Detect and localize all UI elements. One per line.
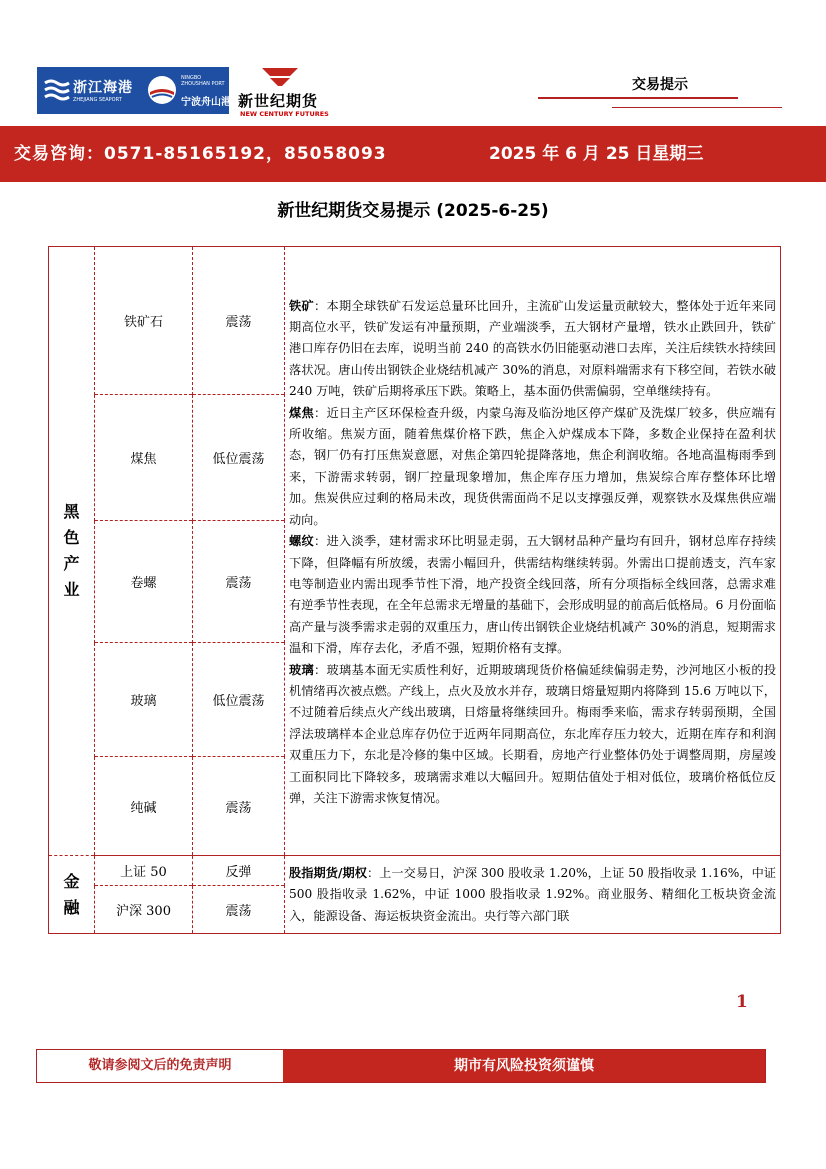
product-name: 铁矿石	[95, 247, 193, 395]
port-emblem-icon	[147, 75, 177, 105]
product-name: 玻璃	[95, 643, 193, 757]
header-divider	[538, 97, 738, 99]
product-trend: 震荡	[193, 886, 285, 934]
contact-phone: 交易咨询：0571-85165192，85058093	[14, 144, 387, 164]
product-name: 卷螺	[95, 521, 193, 643]
comment-label: 铁矿	[289, 298, 314, 313]
black-commentary	[285, 247, 781, 856]
comment-text: ：近日主产区环保检查升级，内蒙乌海及临汾地区停产煤矿及洗煤厂较多，供应端有所收缩。焦炭方面，随着焦煤价格下跌，焦企入炉煤成本下降，多数企业保持在盈利状态，钢厂仍有打压焦炭意愿，对焦企第四轮提降落地，焦企利润收缩。各地高温梅雨季到来，下游需求转弱，钢厂控量现象增加，焦企库存压力增加，焦炭综合库存整体环比增加。焦炭供应过剩的格局未改，现货供需面尚不足以支撑强反弹，观察铁水及煤焦供应端动向。	[289, 405, 777, 527]
product-trend: 低位震荡	[193, 643, 285, 757]
product-name: 煤焦	[95, 395, 193, 521]
logo-ncf-cn: 新世纪期货	[238, 92, 319, 110]
comment-iron-ore	[285, 293, 780, 403]
section-black-label: 黑色产业	[63, 502, 80, 599]
comment-coal-coke	[285, 403, 780, 531]
product-trend: 反弹	[193, 856, 285, 886]
comment-text: ：本期全球铁矿石发运总量环比回升，主流矿山发运量贡献较大，整体处于近年来同期高位水平，铁矿发运有冲量预期，产业端淡季，五大钢材产量增，铁水止跌回升，铁矿港口库存仍旧在去库，说明当前 240 的高铁水仍旧能驱动港口去库，关注后续铁水持续回落状况。唐山传出钢铁企业烧结机减产 30%的消息，对原料端需求有下移空间，若铁水破 240 万吨，铁矿后期将承压下跌。策略上，基本面仍供需偏弱，空单继续持有。	[289, 298, 777, 399]
product-trend: 低位震荡	[193, 395, 285, 521]
product-trend: 震荡	[193, 521, 285, 643]
header-title: 交易提示	[632, 77, 688, 93]
risk-warning: 期市有风险投资须谨慎	[283, 1050, 765, 1082]
document-title: 新世纪期货交易提示 (2025-6-25)	[277, 201, 549, 221]
zhejiang-seaport-logo	[37, 67, 137, 114]
comment-label: 螺纹	[289, 534, 314, 549]
product-name: 沪深 300	[95, 886, 193, 934]
new-century-futures-logo	[238, 66, 338, 124]
section-black-industry	[49, 247, 95, 856]
disclaimer-note: 敬请参阅文后的免责声明	[88, 1058, 232, 1073]
comment-label: 煤焦	[289, 405, 314, 420]
report-date: 2025 年 6 月 25 日星期三	[489, 144, 704, 164]
product-name: 上证 50	[95, 856, 193, 886]
comment-text: ：进入淡季，建材需求环比明显走弱，五大钢材品种产量均有回升，钢材总库存持续下降，但降幅有所放缓，表需小幅回升，供需结构继续转弱。外需出口提前透支，汽车家电等制造业内需出现季节性下滑，地产投资全线回落，所有分项指标全线回落，总需求难有逆季节性表现，在全年总需求无增量的基础下，会形成明显的前高后低格局。6 月份面临高产量与淡季需求走弱的双重压力，唐山传出钢铁企业烧结机减产 30%的消息，短期需求温和下滑，库存去化，矛盾不强，短期价格有支撑。	[289, 534, 777, 656]
section-finance	[49, 856, 95, 934]
contact-band	[0, 126, 826, 182]
finance-commentary	[285, 856, 781, 934]
wave-icon	[43, 77, 71, 103]
trade-tips-table	[48, 246, 781, 934]
ningbo-port-logo	[137, 67, 229, 114]
comment-text: ：上一交易日，沪深 300 股收录 1.20%，上证 50 股指收录 1.16%，中证 500 股指收录 1.62%，中证 1000 股指收录 1.92%。商业服务、精细化工板块资金流入，能源设备、海运板块资金流出。央行等六部门联	[289, 865, 776, 923]
logo-zhejiang-en: ZHEJIANG SEAPORT	[73, 97, 122, 103]
ncf-mark-icon	[260, 66, 300, 88]
logo-zhejiang-cn: 浙江海港	[73, 80, 133, 96]
section-finance-label: 金融	[63, 871, 80, 917]
logo-ningbo-en: NINGBO ZHOUSHAN PORT	[181, 75, 225, 87]
page-number: 1	[736, 992, 748, 1012]
product-trend: 震荡	[193, 247, 285, 395]
comment-label: 股指期货/期权	[289, 865, 367, 880]
product-trend: 震荡	[193, 757, 285, 856]
comment-text: ：玻璃基本面无实质性利好，近期玻璃现货价格偏延续偏弱走势，沙河地区小板的投机情绪再次被点燃。产线上，点火及放水并存，玻璃日熔量短期内将降到 15.6 万吨以下，不过随着后续点火产线出玻璃，日熔量将继续回升。梅雨季来临，需求存转弱预期，全国浮法玻璃样本企业总库存仍位于近两年同期高位，东北库存压力较大，近期在库存和利润双重压力下，东北是冷修的集中区域。长期看，房地产行业整体仍处于调整周期，房屋竣工面积同比下降较多，玻璃需求难以大幅回升。短期估值处于相对低位，玻璃价格低位反弹，关注下游需求恢复情况。	[289, 662, 777, 805]
product-name: 纯碱	[95, 757, 193, 856]
comment-glass	[285, 660, 780, 810]
comment-label: 玻璃	[289, 662, 314, 677]
comment-index-futures	[285, 862, 780, 927]
logo-ncf-en: NEW CENTURY FUTURES	[240, 110, 329, 118]
header-divider-secondary	[612, 107, 782, 108]
logo-ningbo-cn: 宁波舟山港	[181, 97, 231, 108]
comment-rebar	[285, 531, 780, 659]
footer-bar	[36, 1049, 766, 1083]
